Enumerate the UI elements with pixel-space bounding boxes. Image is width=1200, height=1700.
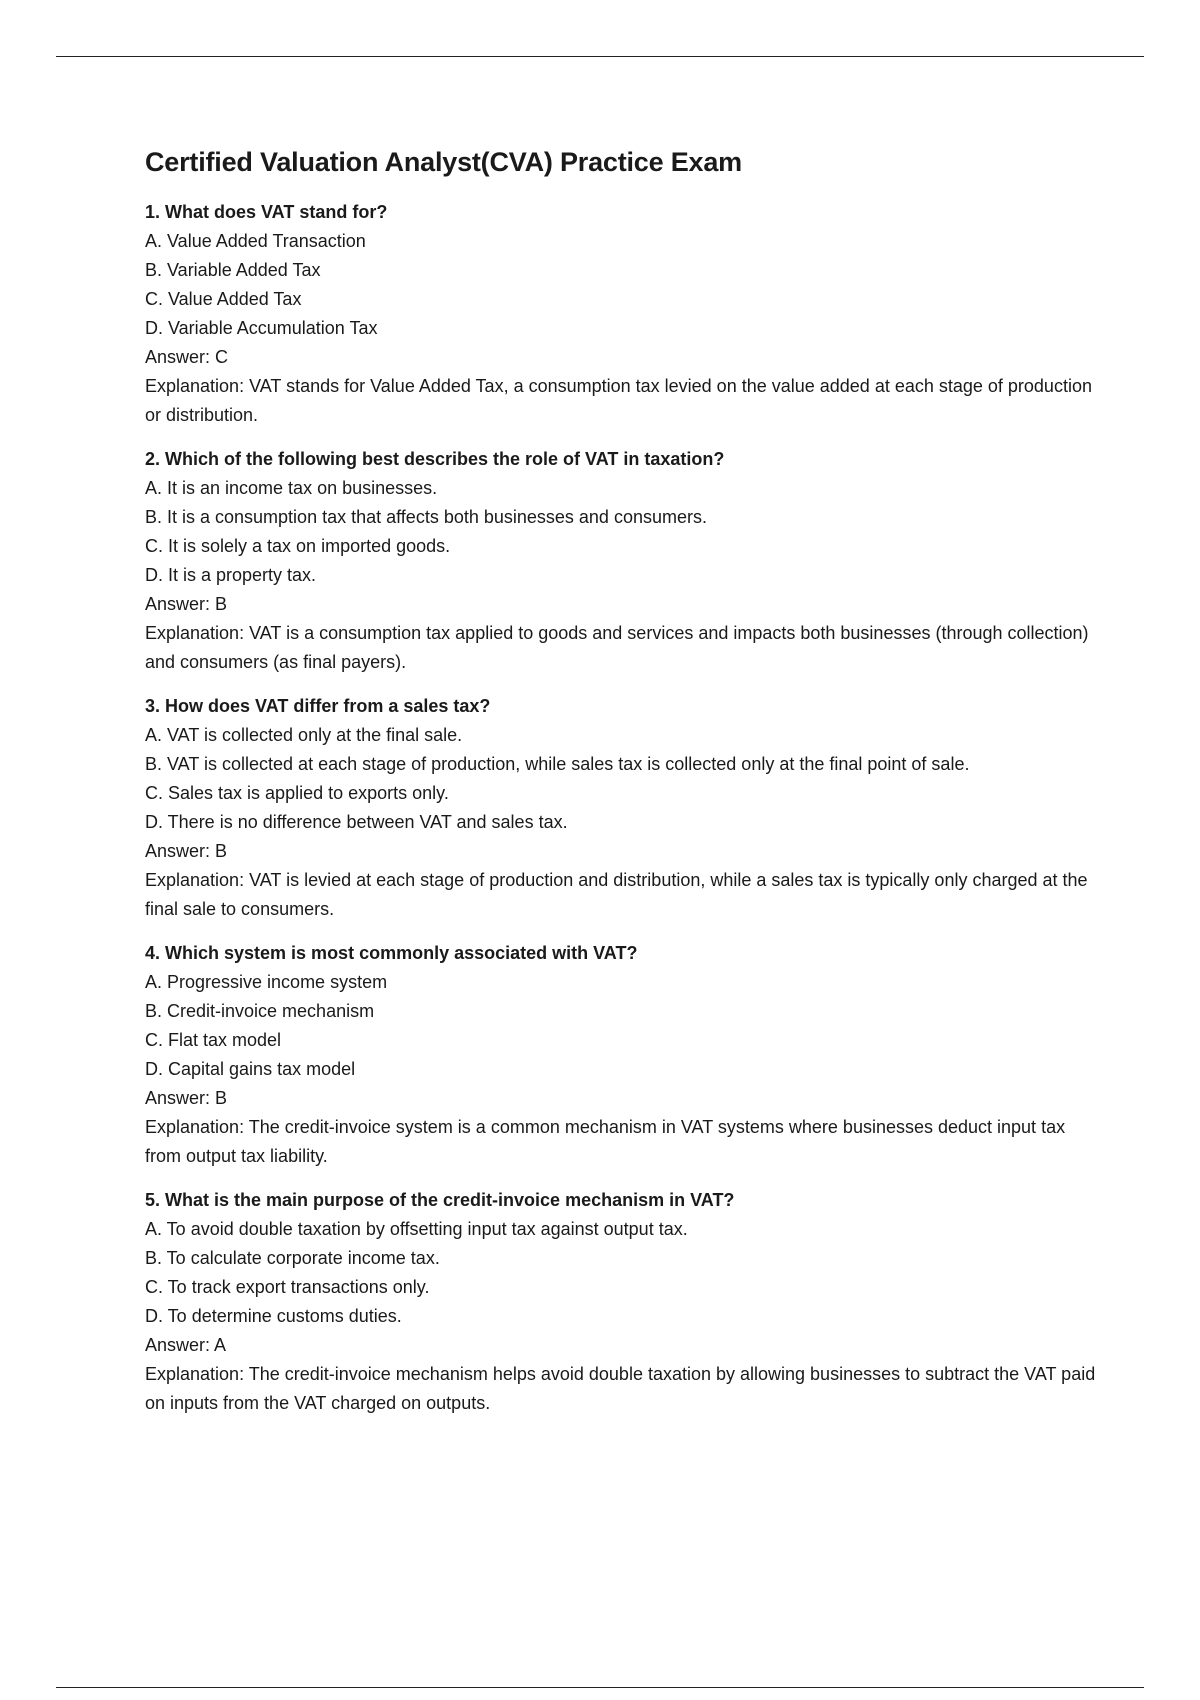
question-block-5	[145, 1186, 1105, 1418]
explanation: Explanation: VAT is levied at each stage of production and distribution, while a sales tax is typically only charged at the final sale to consumers.	[145, 869, 1088, 919]
explanation: Explanation: The credit-invoice mechanism helps avoid double taxation by allowing businesses to subtract the VAT paid on inputs from the VAT charged on outputs.	[145, 1363, 1096, 1413]
option-d: D. Capital gains tax model	[145, 1058, 356, 1079]
option-d: D. To determine customs duties.	[145, 1305, 402, 1326]
question-block-1	[145, 198, 1105, 430]
explanation: Explanation: VAT is a consumption tax applied to goods and services and impacts both businesses (through collection) and consumers (as final payers).	[145, 622, 1089, 672]
option-a: A. VAT is collected only at the final sale.	[145, 724, 463, 745]
question-text: 4. Which system is most commonly associated with VAT?	[145, 942, 638, 963]
option-b: B. It is a consumption tax that affects both businesses and consumers.	[145, 506, 707, 527]
bottom-rule	[56, 1687, 1144, 1688]
option-a: A. Progressive income system	[145, 971, 388, 992]
question-block-4	[145, 939, 1105, 1171]
question-block-3	[145, 692, 1105, 924]
option-d: D. There is no difference between VAT and sales tax.	[145, 811, 568, 832]
answer: Answer: B	[145, 1087, 228, 1108]
option-b: B. To calculate corporate income tax.	[145, 1247, 440, 1268]
option-d: D. It is a property tax.	[145, 564, 317, 585]
explanation: Explanation: VAT stands for Value Added Tax, a consumption tax levied on the value added at each stage of production or distribution.	[145, 375, 1092, 425]
document-body	[145, 146, 1105, 1433]
question-block-2	[145, 445, 1105, 677]
option-c: C. Value Added Tax	[145, 288, 302, 309]
page-title: Certified Valuation Analyst(CVA) Practice Exam	[145, 147, 742, 177]
top-rule	[56, 56, 1144, 57]
option-a: A. It is an income tax on businesses.	[145, 477, 438, 498]
option-c: C. It is solely a tax on imported goods.	[145, 535, 451, 556]
question-text: 1. What does VAT stand for?	[145, 201, 388, 222]
question-text: 2. Which of the following best describes the role of VAT in taxation?	[145, 448, 725, 469]
option-d: D. Variable Accumulation Tax	[145, 317, 378, 338]
answer: Answer: C	[145, 346, 229, 367]
explanation: Explanation: The credit-invoice system is a common mechanism in VAT systems where businesses deduct input tax from output tax liability.	[145, 1116, 1066, 1166]
option-b: B. Credit-invoice mechanism	[145, 1000, 375, 1021]
answer: Answer: B	[145, 593, 228, 614]
option-b: B. Variable Added Tax	[145, 259, 321, 280]
question-text: 5. What is the main purpose of the credit-invoice mechanism in VAT?	[145, 1189, 735, 1210]
answer: Answer: A	[145, 1334, 227, 1355]
option-c: C. Flat tax model	[145, 1029, 282, 1050]
question-text: 3. How does VAT differ from a sales tax?	[145, 695, 491, 716]
option-b: B. VAT is collected at each stage of production, while sales tax is collected only at the final point of sale.	[145, 753, 970, 774]
answer: Answer: B	[145, 840, 228, 861]
option-c: C. To track export transactions only.	[145, 1276, 430, 1297]
option-c: C. Sales tax is applied to exports only.	[145, 782, 449, 803]
option-a: A. To avoid double taxation by offsetting input tax against output tax.	[145, 1218, 688, 1239]
option-a: A. Value Added Transaction	[145, 230, 366, 251]
